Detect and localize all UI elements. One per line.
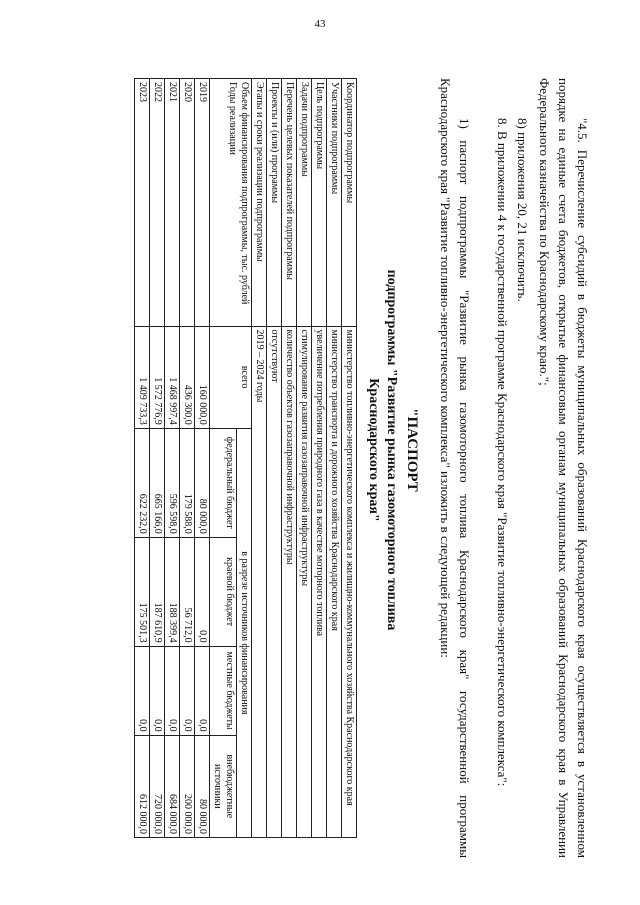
passport-subtitle (364, 150, 400, 750)
local-cell: 0,0 (180, 646, 195, 735)
row-label: Перечень целевых показателей подпрограммы (282, 79, 297, 327)
year-row (195, 79, 210, 838)
finance-label: Объем финансирования подпрограммы, тыс. рублей (239, 82, 250, 305)
extra-cell: 720 000,0 (150, 735, 165, 837)
regional-cell: 175 501,3 (135, 537, 150, 646)
passport-subtitle-line2: Краснодарского края" (366, 378, 381, 522)
row-label: Проекты и (или) программы (267, 79, 282, 327)
year-row (165, 79, 180, 838)
total-cell: 1 572 776,9 (150, 326, 165, 428)
regional-header: краевой бюджет (210, 537, 237, 646)
year-row (150, 79, 165, 838)
paragraph-annex-exclusion: 8) приложения 20, 21 исключить. (515, 118, 530, 302)
table-row (267, 79, 282, 838)
row-value: 2019 – 2024 годы (252, 326, 267, 838)
extra-cell: 200 000,0 (180, 735, 195, 837)
extra-cell: 684 000,0 (165, 735, 180, 837)
table-row (297, 79, 312, 838)
local-cell: 0,0 (165, 646, 180, 735)
passport-table (134, 78, 357, 838)
year-row (180, 79, 195, 838)
page-number: 43 (314, 18, 326, 30)
local-cell: 0,0 (150, 646, 165, 735)
row-value: увеличение потребления природного газа в качестве моторного топлива (312, 326, 327, 838)
table-row (327, 79, 342, 838)
row-value: стимулирование развития газозаправочной инфраструктуры (297, 326, 312, 838)
year-row (135, 79, 150, 838)
row-value: отсутствуют (267, 326, 282, 838)
row-label: Участники подпрограммы (327, 79, 342, 327)
row-label: Этапы и сроки реализации подпрограммы (252, 79, 267, 327)
finance-label-cell (210, 79, 252, 327)
total-cell: 1 468 997,4 (165, 326, 180, 428)
federal-cell: 179 588,0 (180, 428, 195, 537)
regional-cell: 56 712,0 (180, 537, 195, 646)
row-label: Цель подпрограммы (312, 79, 327, 327)
finance-header-row (237, 79, 252, 838)
sources-header: в разрезе источников финансирования (237, 428, 252, 837)
row-value: министерство топливно-энергетического комплекса и жилищно-коммунального хозяйства Краснодарского края (342, 326, 357, 838)
total-cell: 436 300,0 (180, 326, 195, 428)
year-cell: 2020 (180, 79, 195, 327)
federal-cell: 596 598,0 (165, 428, 180, 537)
year-cell: 2022 (150, 79, 165, 327)
paragraph-passport-intro: 1) паспорт подпрограммы "Развитие рынка газомоторного топлива Краснодарского края" государственной программы Краснодарского края "Развитие топливно-энергетического комплекса" изложить в следующей редакции: (438, 78, 472, 858)
regional-cell: 188 399,4 (165, 537, 180, 646)
paragraph-subsidies: "4.5. Перечисление субсидий в бюджеты муниципальных образований Краснодарского края осуществляется в установленном порядке на единые счета бюджетов, открытые финансовым органам муниципальных образований Краснодарского края в Управлении Федерального казначейства по Краснодарскому краю."; (537, 78, 590, 858)
regional-cell: 187 610,9 (150, 537, 165, 646)
table-row (282, 79, 297, 838)
local-cell: 0,0 (195, 646, 210, 735)
year-cell: 2021 (165, 79, 180, 327)
passport-subtitle-line1: подпрограммы "Развитие рынка газомоторного топлива (384, 269, 399, 631)
row-label: Задачи подпрограммы (297, 79, 312, 327)
total-cell: 160 000,0 (195, 326, 210, 428)
table-row (312, 79, 327, 838)
extra-header: внебюджетные источники (210, 735, 237, 837)
extra-cell: 612 000,0 (135, 735, 150, 837)
federal-cell: 622 232,0 (135, 428, 150, 537)
total-header: всего (210, 326, 252, 428)
federal-cell: 80 000,0 (195, 428, 210, 537)
rotated-content (40, 50, 600, 890)
local-header: местные бюджеты (210, 646, 237, 735)
paragraph-annex-4: 8. В приложении 4 к государственной программе Краснодарского края "Развитие топливно-энергетического комплекса": (495, 118, 510, 787)
federal-header: федеральный бюджет (210, 428, 237, 537)
row-value: министерство транспорта и дорожного хозяйства Краснодарского края (327, 326, 342, 838)
table-row (252, 79, 267, 838)
local-cell: 0,0 (135, 646, 150, 735)
regional-cell: 0,0 (195, 537, 210, 646)
year-cell: 2023 (135, 79, 150, 327)
passport-title: "ПАСПОРТ (404, 408, 420, 492)
years-label: Годы реализации (227, 82, 238, 155)
year-cell: 2019 (195, 79, 210, 327)
table-row (342, 79, 357, 838)
total-cell: 1 409 733,3 (135, 326, 150, 428)
extra-cell: 80 000,0 (195, 735, 210, 837)
row-label: Координатор подпрограммы (342, 79, 357, 327)
row-value: количество объектов газозаправочной инфраструктуры (282, 326, 297, 838)
federal-cell: 665 166,0 (150, 428, 165, 537)
